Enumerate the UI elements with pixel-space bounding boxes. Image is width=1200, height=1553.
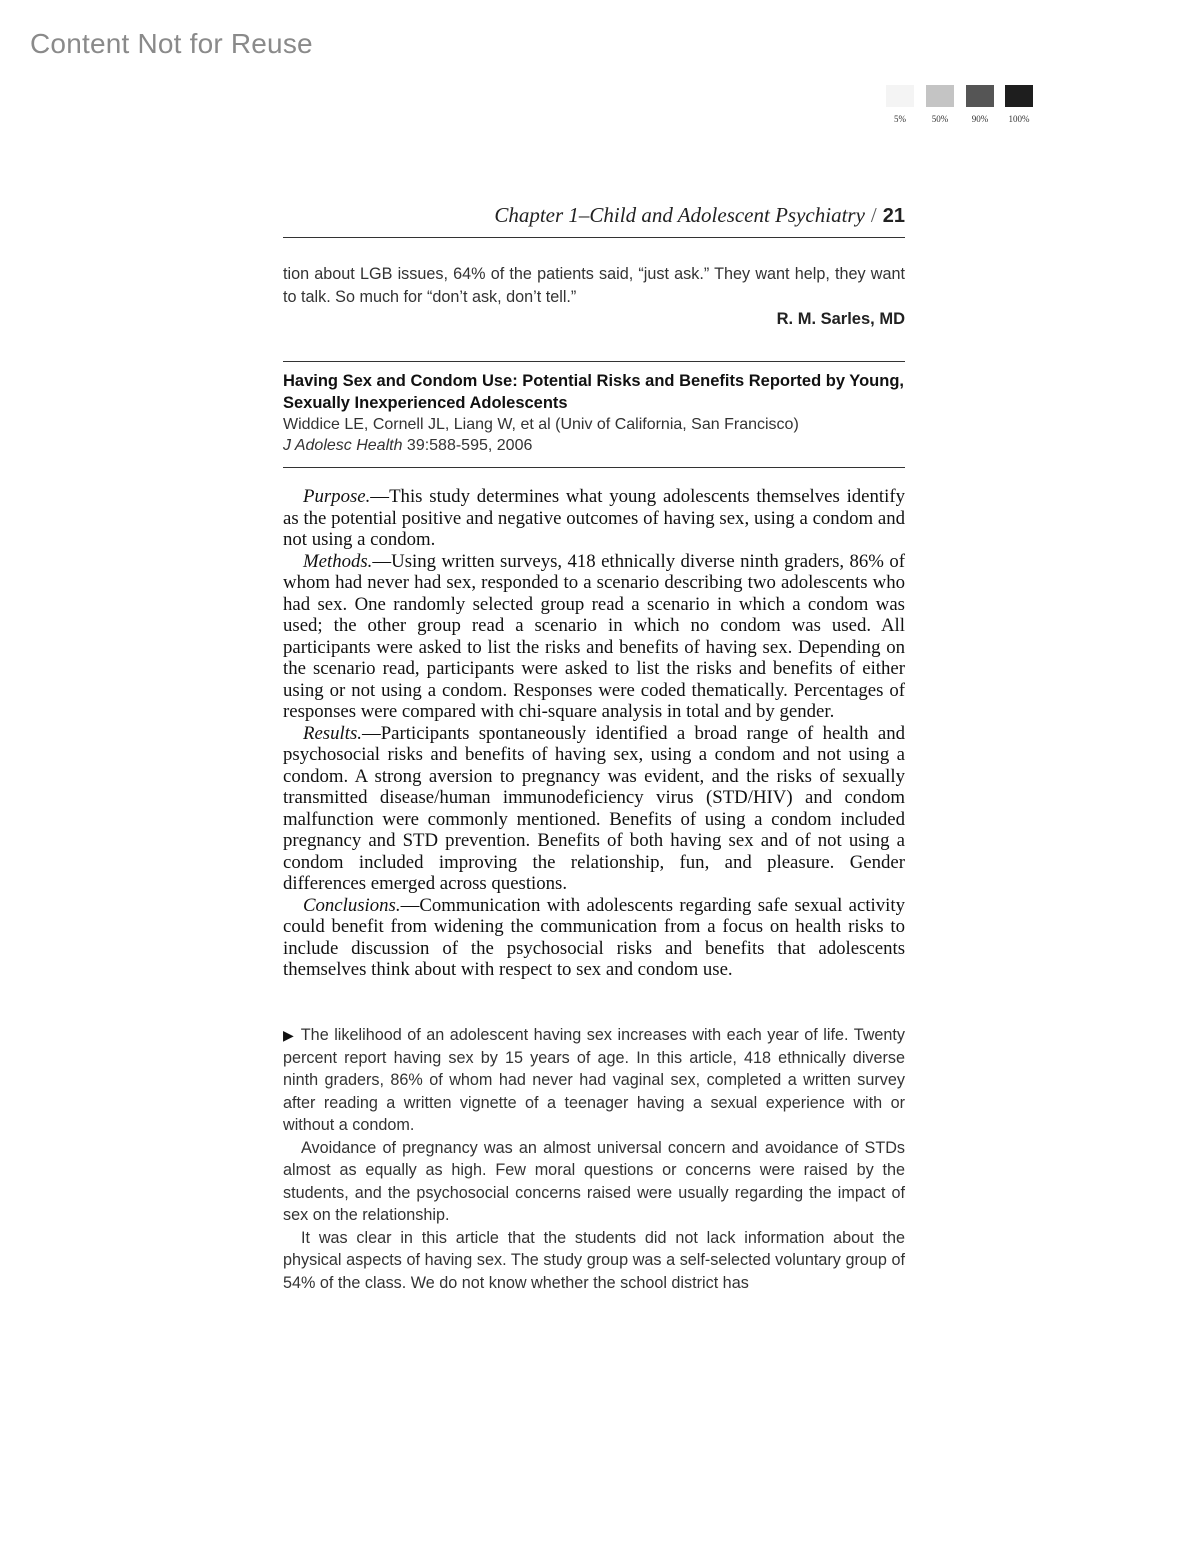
journal-name: J Adolesc Health xyxy=(283,437,403,454)
abstract-methods xyxy=(283,551,905,723)
swatch-label-5: 5% xyxy=(894,114,906,124)
previous-commentary xyxy=(283,263,905,308)
chapter-title: Chapter 1–Child and Adolescent Psychiatry xyxy=(494,203,865,227)
swatch-5 xyxy=(886,85,914,107)
watermark: Content Not for Reuse xyxy=(30,28,313,59)
swatch-50 xyxy=(926,85,954,107)
page-number: 21 xyxy=(882,205,905,227)
swatch-label-100: 100% xyxy=(1008,114,1030,124)
commentary xyxy=(283,1024,905,1294)
abstract-conclusions xyxy=(283,895,905,981)
abstract xyxy=(283,486,905,981)
results-text: —Participants spontaneously identified a broad range of health and psychosocial risks and benefits of having sex, using a condom and not using a condom. A strong aversion to pregnancy was evident, and the risks of sexually transmitted disease/human immunodeficiency virus (STD/HIV) and condom malfunction were commonly mentioned. Benefits of using a condom included pregnancy and STD prevention. Benefits of both having sex and of not using a condom included improving the relationship, fun, and pleasure. Gender differences emerged across questions. xyxy=(283,722,905,894)
commentary-p1-text: The likelihood of an adolescent having sex increases with each year of life. Twenty percent report having sex by 15 years of age. In this article, 418 ethnically diverse ninth graders, 86% of whom had never had vaginal sex, completed a written survey after reading a written vignette of a teenager having a sexual experience with or without a condom. xyxy=(283,1026,905,1134)
gray-scale-swatches xyxy=(886,85,1036,130)
commentary-author: R. M. Sarles, MD xyxy=(776,310,905,328)
purpose-text: —This study determines what young adolescents themselves identify as the potential positive and negative outcomes of having sex, using a condom and not using a condom. xyxy=(283,486,905,550)
results-label: Results. xyxy=(303,722,362,744)
running-head xyxy=(283,203,905,228)
abstract-results xyxy=(283,723,905,895)
commentary-paragraph-2: Avoidance of pregnancy was an almost universal concern and avoidance of STDs almost as equally as high. Few moral questions or concerns were raised by the students, and the psychosocial concerns raised were usually regarding the impact of sex on the relationship. xyxy=(283,1138,905,1224)
commentary-paragraph-1 xyxy=(283,1024,905,1137)
conclusions-text: —Communication with adolescents regarding safe sexual activity could benefit from widening the communication from a focus on health risks to include discussion of the psychosocial risks and benefits that adolescents themselves think about with respect to sex and condom use. xyxy=(283,894,905,980)
running-head-separator: / xyxy=(870,203,877,227)
swatch-label-90: 90% xyxy=(971,114,989,124)
citation-details: 39:588-595, 2006 xyxy=(402,437,533,454)
swatch-100 xyxy=(1005,85,1033,107)
article-title: Having Sex and Condom Use: Potential Risks and Benefits Reported by Young, Sexually Inexperienced Adolescents xyxy=(283,372,904,412)
article-authors: Widdice LE, Cornell JL, Liang W, et al (Univ of California, San Francisco) xyxy=(283,416,799,433)
purpose-label: Purpose. xyxy=(303,486,371,507)
previous-commentary-text: tion about LGB issues, 64% of the patients said, “just ask.” They want help, they want to talk. So much for “don’t ask, don’t tell.” xyxy=(283,265,905,306)
article-citation xyxy=(283,435,905,456)
header-rule xyxy=(283,237,905,238)
article-top-rule xyxy=(283,361,905,362)
conclusions-label: Conclusions. xyxy=(303,894,401,916)
commentary-paragraph-3: It was clear in this article that the students did not lack information about the physical aspects of having sex. The study group was a self-selected voluntary group of 54% of the class. We do not know whether the school district has xyxy=(283,1228,905,1292)
right-triangle-icon: ▶ xyxy=(283,1027,295,1043)
abstract-purpose xyxy=(283,486,905,551)
article-bottom-rule xyxy=(283,467,905,468)
methods-text: —Using written surveys, 418 ethnically diverse ninth graders, 86% of whom had never had sex, responded to a scenario describing two adolescents who had sex. One randomly selected group read a scenario in which a condom was used; the other group read a scenario in which no condom was used. All participants were asked to list the risks and benefits of having sex. Depending on the scenario read, participants were asked to list the risks and benefits of either using or not using a condom. Responses were coded thematically. Percentages of responses were compared with chi-square analysis in total and by gender. xyxy=(283,550,905,722)
swatch-90 xyxy=(966,85,994,107)
article-header xyxy=(283,370,905,456)
swatch-label-50: 50% xyxy=(931,114,949,124)
methods-label: Methods. xyxy=(303,550,373,572)
